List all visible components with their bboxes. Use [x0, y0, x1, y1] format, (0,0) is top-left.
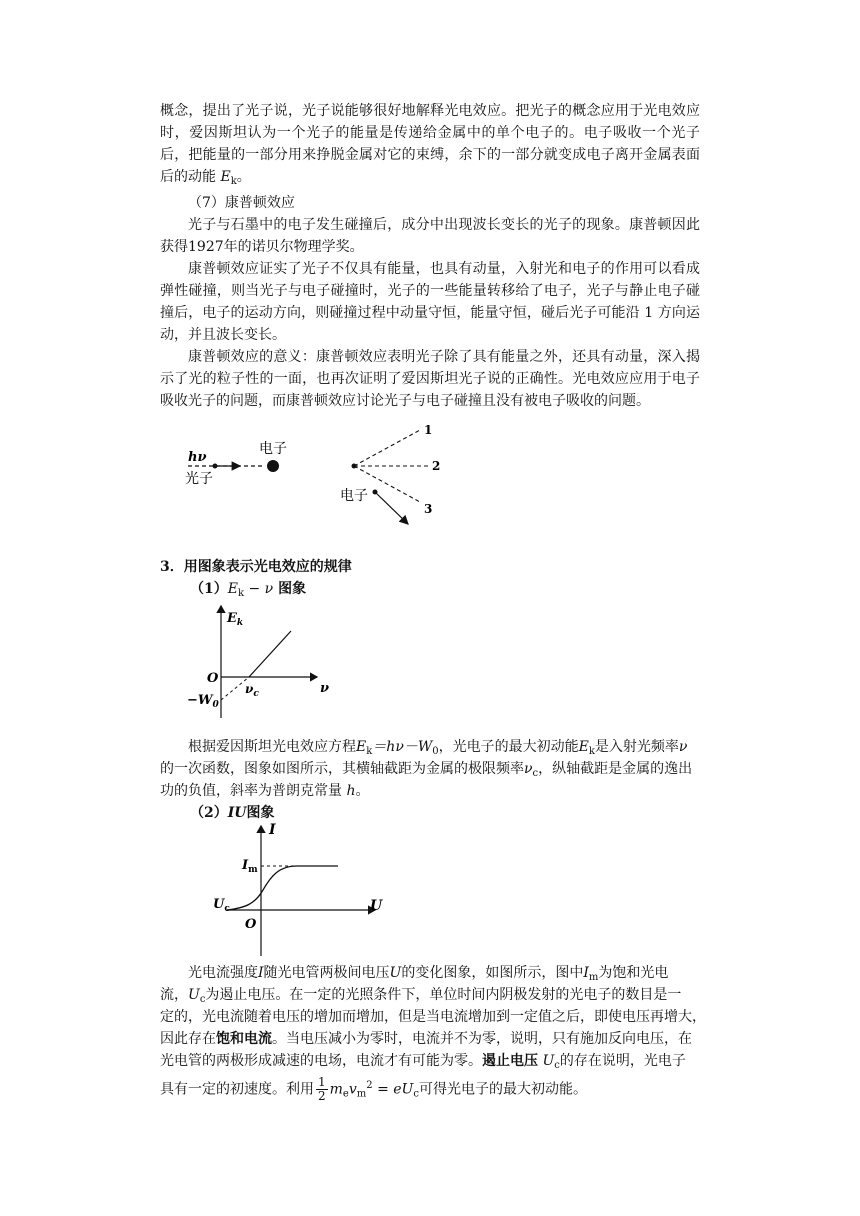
compton-paragraph-3: 康普顿效应的意义：康普顿效应表明光子除了具有能量之外，还具有动量，深入揭示了光的粒子性的一面，也再次证明了爱因斯坦光子说的正确性。光电效应应用于电子吸收光子的问题，而康普顿效应讨论光子与电子碰撞且没有被电子吸收的问题。	[160, 349, 700, 409]
ek-symbol: E	[220, 169, 231, 185]
saturation-current-term: 饱和电流	[216, 1031, 272, 1047]
ek-paragraph-line3: 功的负值，斜率为普朗克常量 h。	[160, 783, 370, 799]
iu-origin: O	[245, 917, 257, 932]
iu-paragraph-line6: 具有一定的初速度。利用 $\frac{1}{2}$ $m_ev_m^2 = eU_c$可得光电子的最大初动能。	[160, 1075, 587, 1103]
iu-im-label: $I_m$	[242, 858, 258, 875]
compton-paragraph-1: 光子与石墨中的电子发生碰撞后，成分中出现波长变长的光子的现象。康普顿因此获得1927年的诺贝尔物理学奖。	[160, 217, 700, 255]
ek-w0: $-W_0$	[187, 693, 219, 710]
electron-dot	[267, 460, 279, 472]
ek-paragraph-line1: 根据爱因斯坦光电效应方程$E_k=h\nu-W_0$，光电子的最大初动能$E_k$是入射光频率ν	[188, 739, 688, 757]
ek-y-label: $E_k$	[227, 611, 244, 628]
iu-y-label: I	[269, 822, 276, 838]
compton-heading: （7）康普顿效应	[188, 195, 295, 211]
iu-x-label: U	[370, 898, 383, 914]
iu-graph	[205, 820, 405, 960]
photon-label: 光子	[185, 471, 213, 487]
ek-graph-heading: $(1)E_k - \nu$ 图象	[190, 581, 307, 599]
ek-nu-c: $\nu_c$	[245, 682, 259, 699]
compton-paragraph-2: 康普顿效应证实了光子不仅具有能量，也具有动量，入射光和电子的作用可以看成弹性碰撞，则当光子与电子碰撞时，光子的一些能量转移给了电子，光子与静止电子碰撞后，电子的运动方向，则碰撞过程中动量守恒，能量守恒，碰后光子可能沿 1 方向运动，并且波长变长。	[160, 261, 700, 343]
label-3: 3	[424, 502, 433, 516]
intro-paragraph: 概念，提出了光子说，光子说能够很好地解释光电效应。把光子的概念应用于光电效应时，爱因斯坦认为一个光子的能量是传递给金属中的单个电子的。电子吸收一个光子后，把能量的一部分用来挣脱金属对它的束缚，余下的一部分就变成电子离开金属表面后的动能 $E_k$。	[160, 103, 700, 187]
electron-small-dot	[373, 490, 378, 495]
iu-paragraph-line4: 因此存在饱和电流。当电压减小为零时，电流并不为零，说明，只有施加反向电压，在	[160, 1031, 692, 1047]
electron-recoil-arrow	[375, 492, 408, 524]
fraction-half: $\frac{1}{2}$	[318, 1075, 326, 1103]
ek-nu-graph	[185, 600, 345, 730]
section3-heading: 3．用图象表示光电效应的规律	[160, 559, 352, 575]
ek-line	[249, 631, 291, 677]
iu-paragraph-line5: 光电管的两极形成减速的电场，电流才有可能为零。遏止电压 $U_c$的存在说明，光电子	[160, 1053, 686, 1071]
iu-paragraph-line3: 定的，光电流随着电压的增加而增加，但是当电流增加到一定值之后，即使电压再增大，	[160, 1009, 706, 1025]
ek-x-label: ν	[320, 681, 330, 696]
iu-paragraph-line2: 流，$U_c$为遏止电压。在一定的光照条件下，单位时间内阴极发射的光电子的数目是一	[160, 987, 682, 1005]
hv-label: hν	[188, 450, 207, 465]
iu-graph-heading: （2）IU图象	[190, 805, 275, 821]
photon-dot	[213, 464, 218, 469]
label-2: 2	[432, 459, 441, 473]
electron-label-bottom: 电子	[340, 488, 368, 504]
ek-origin: O	[207, 671, 219, 686]
iu-paragraph-line1: 光电流强度I随光电管两极间电压U的变化图象，如图所示，图中$I_m$为饱和光电	[188, 965, 669, 983]
stopping-voltage-term: 遏止电压	[482, 1053, 538, 1069]
electron-label-top: 电子	[259, 441, 287, 457]
iu-uc-label: $U_c$	[213, 897, 230, 914]
compton-diagram	[170, 420, 470, 530]
path-1	[354, 430, 420, 466]
ek-paragraph-line2: 的一次函数，图象如图所示，其横轴截距为金属的极限频率$\nu_c$，纵轴截距是金属的逸出	[160, 761, 693, 779]
label-1: 1	[424, 423, 433, 437]
